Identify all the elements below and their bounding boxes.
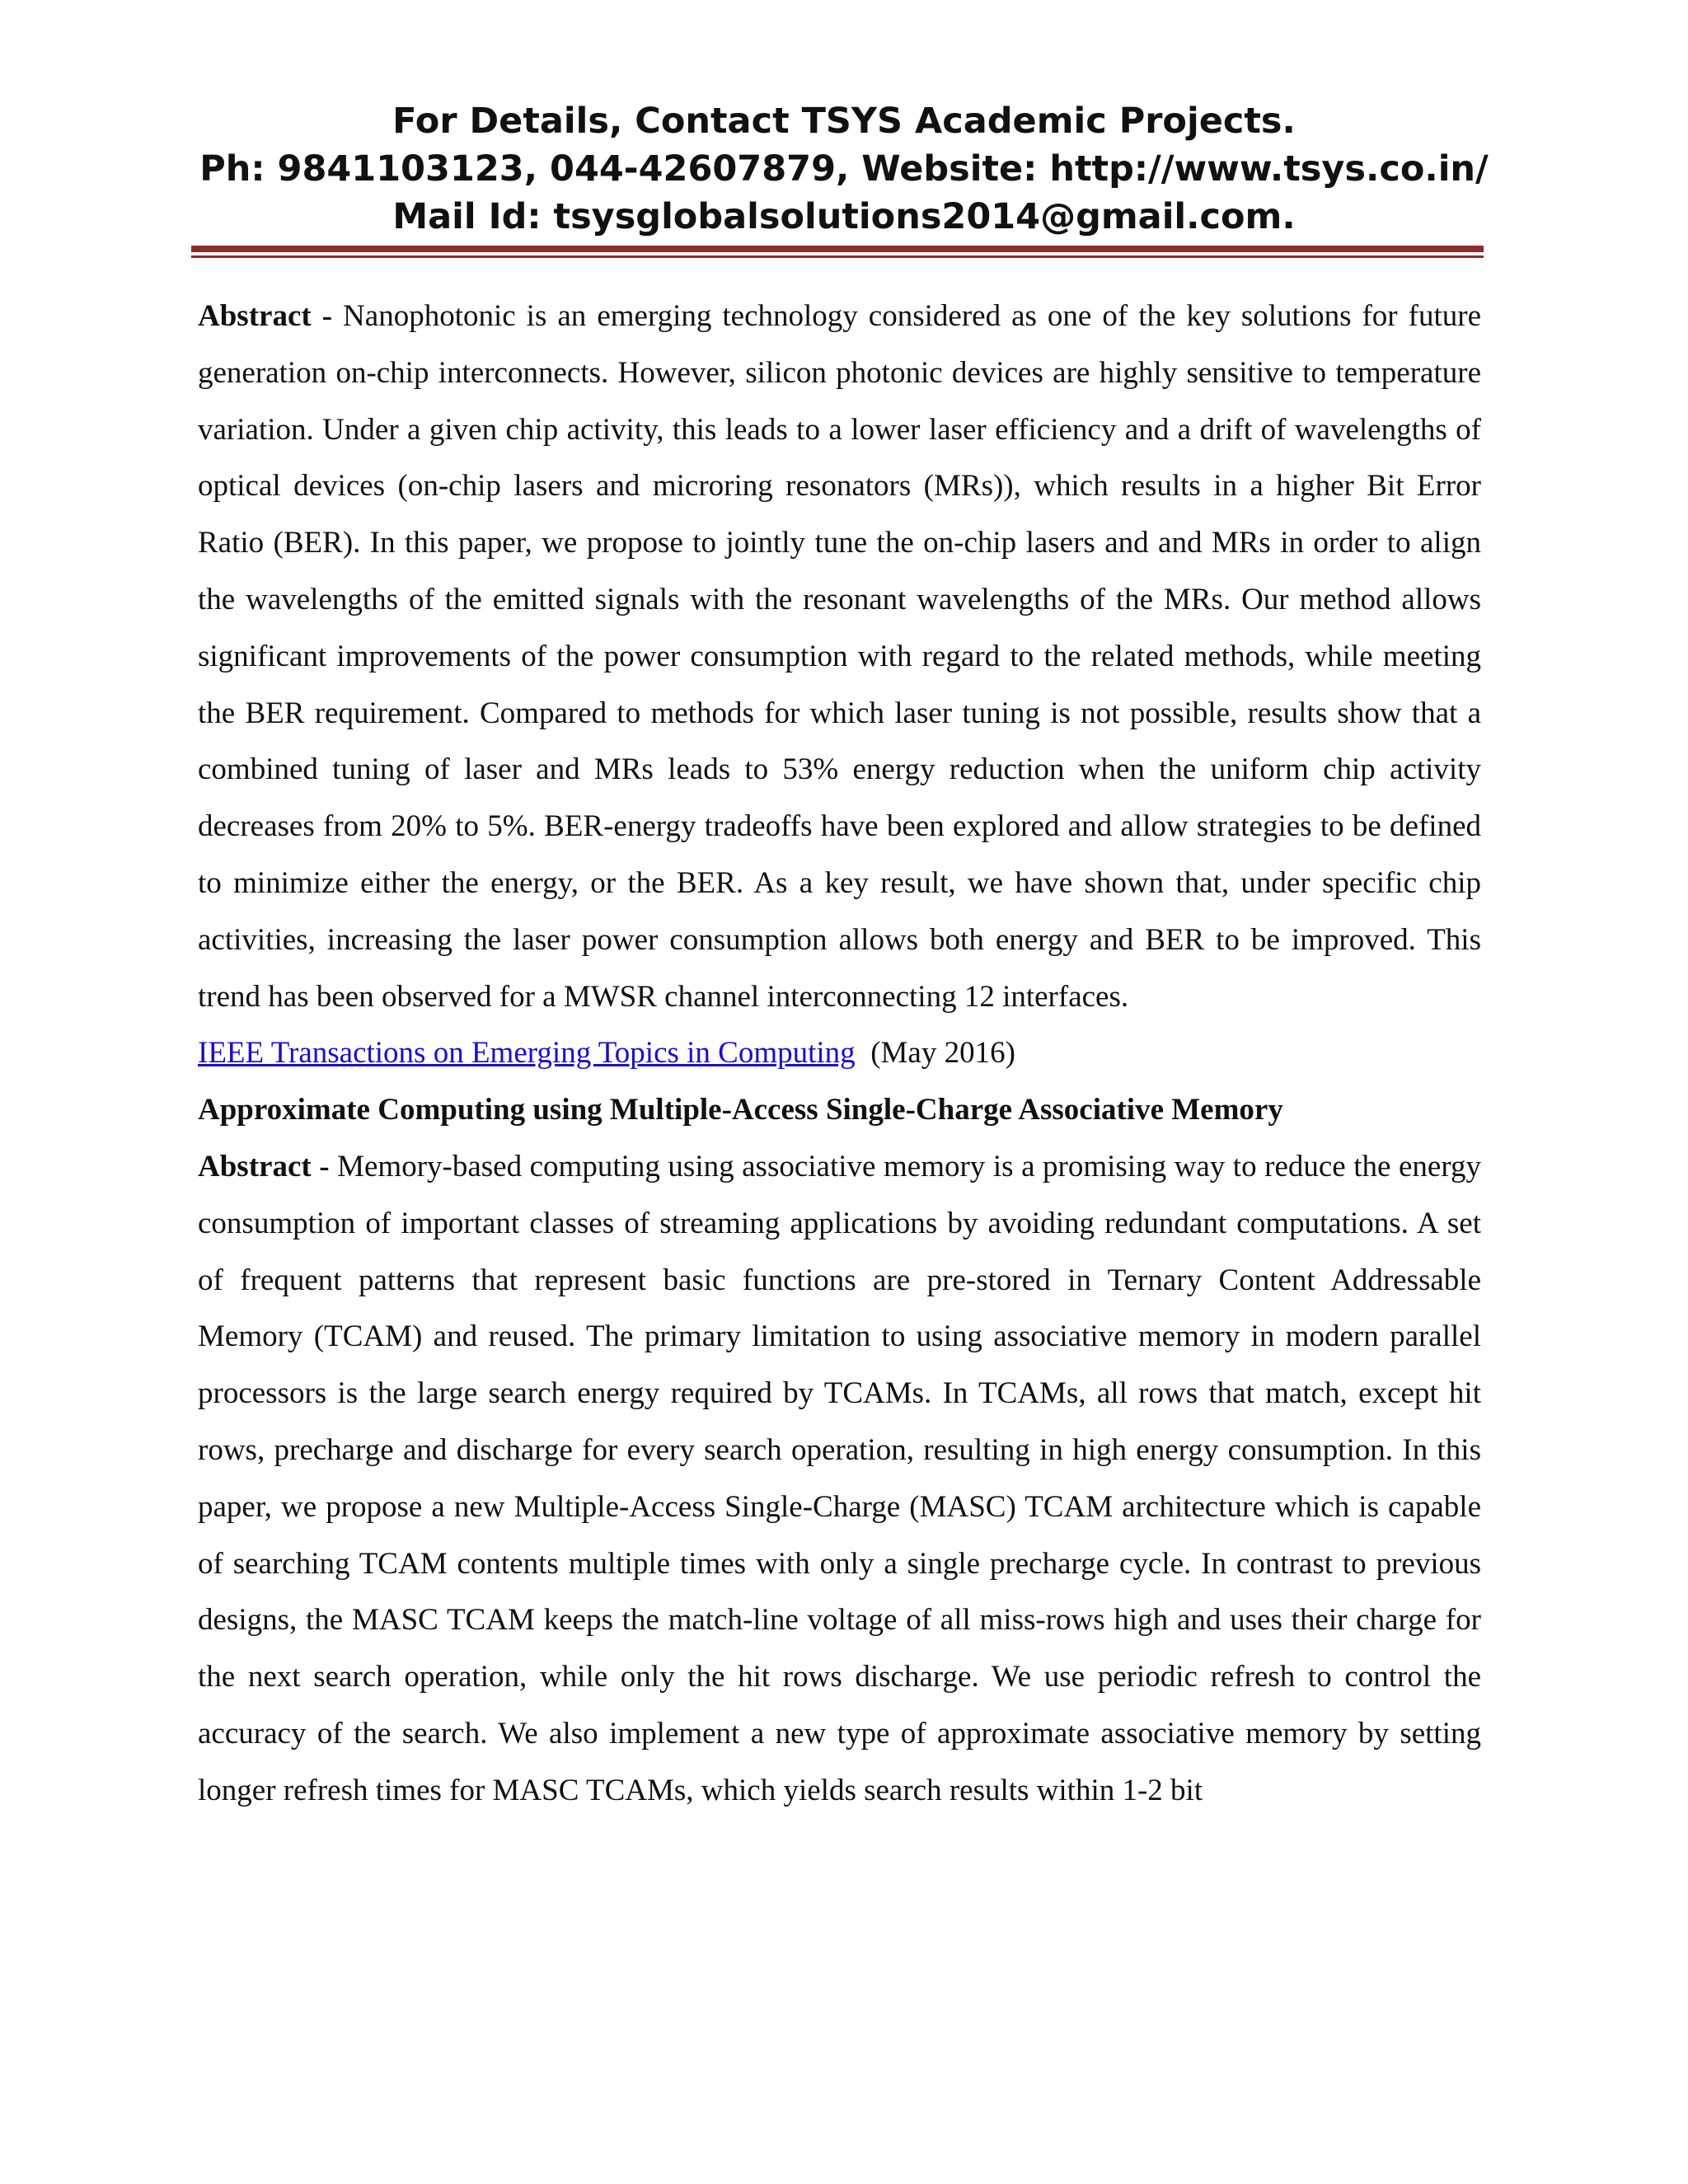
document-body [198, 288, 1481, 1820]
abstract-label: Abstract - [198, 1149, 330, 1183]
header-line-phone-website: Ph: 9841103123, 044-42607879, Website: http://www.tsys.co.in/ [199, 148, 1489, 190]
paper-title: Approximate Computing using Multiple-Access Single-Charge Associative Memory [198, 1093, 1283, 1127]
header-rule-thick [191, 246, 1484, 252]
abstract-paragraph-1 [198, 288, 1481, 1025]
header-line-mail: Mail Id: tsysglobalsolutions2014@gmail.com. [392, 196, 1296, 237]
header-line-contact: For Details, Contact TSYS Academic Projects. [392, 101, 1296, 142]
journal-line [198, 1025, 1481, 1082]
abstract-paragraph-2 [198, 1139, 1481, 1820]
abstract-label: Abstract - [198, 299, 333, 333]
header-rule-thin [191, 255, 1484, 258]
journal-link[interactable]: IEEE Transactions on Emerging Topics in Computing [198, 1036, 856, 1071]
abstract-text: Nanophotonic is an emerging technology considered as one of the key solutions for future generation on-chip interconnects. However, silicon photonic devices are highly sensitive to temperature variation. Under a given chip activity, this leads to a lower laser efficiency and a drift of wavelengths of optical devices (on-chip lasers and microring resonators (MRs)), which results in a higher Bit Error Ratio (BER). In this paper, we propose to jointly tune the on-chip lasers and and MRs in order to align the wavelengths of the emitted signals with the resonant wavelengths of the MRs. Our method allows significant improvements of the power consumption with regard to the related methods, while meeting the BER requirement. Compared to methods for which laser tuning is not possible, results show that a combined tuning of laser and MRs leads to 53% energy reduction when the uniform chip activity decreases from 20% to 5%. BER-energy tradeoffs have been explored and allow strategies to be defined to minimize either the energy, or the BER. As a key result, we have shown that, under specific chip activities, increasing the laser power consumption allows both energy and BER to be improved. This trend has been observed for a MWSR channel interconnecting 12 interfaces. [198, 299, 1481, 1014]
contact-header [0, 97, 1688, 241]
journal-date: (May 2016) [870, 1036, 1015, 1071]
abstract-text: Memory-based computing using associative memory is a promising way to reduce the energy consumption of important classes of streaming applications by avoiding redundant computations. A set of frequent patterns that represent basic functions are pre-stored in Ternary Content Addressable Memory (TCAM) and reused. The primary limitation to using associative memory in modern parallel processors is the large search energy required by TCAMs. In TCAMs, all rows that match, except hit rows, precharge and discharge for every search operation, resulting in high energy consumption. In this paper, we propose a new Multiple-Access Single-Charge (MASC) TCAM architecture which is capable of searching TCAM contents multiple times with only a single precharge cycle. In contrast to previous designs, the MASC TCAM keeps the match-line voltage of all miss-rows high and uses their charge for the next search operation, while only the hit rows discharge. We use periodic refresh to control the accuracy of the search. We also implement a new type of approximate associative memory by setting longer refresh times for MASC TCAMs, which yields search results within 1-2 bit [198, 1149, 1481, 1807]
